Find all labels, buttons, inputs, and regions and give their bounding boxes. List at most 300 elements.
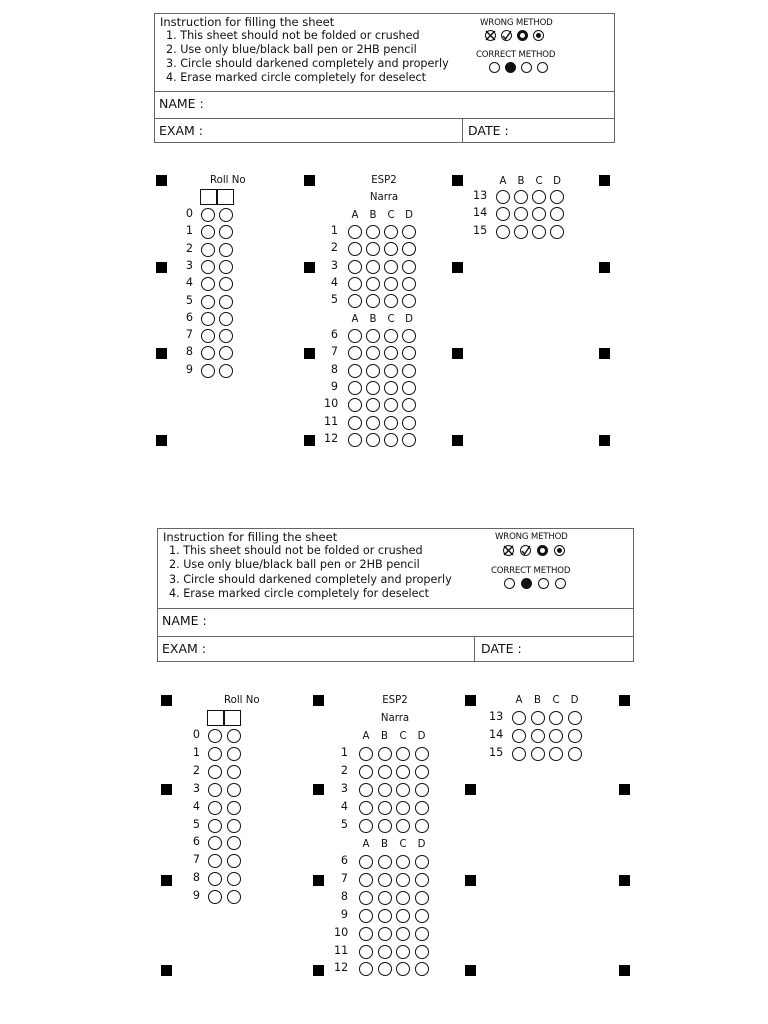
name-label: NAME : bbox=[162, 613, 207, 628]
answer-bubble[interactable] bbox=[531, 747, 545, 761]
roll-bubble[interactable] bbox=[208, 747, 222, 761]
instruction-item: 2. Use only blue/black ball pen or 2HB pencil bbox=[169, 558, 420, 571]
roll-bubble[interactable] bbox=[219, 312, 233, 326]
question-number: 12 bbox=[324, 431, 339, 445]
instruction-item: 1. This sheet should not be folded or crushed bbox=[169, 544, 423, 557]
answer-bubble[interactable] bbox=[496, 207, 510, 221]
option-header: B bbox=[369, 210, 377, 221]
option-header: C bbox=[535, 176, 543, 187]
timing-marker bbox=[452, 175, 463, 186]
roll-bubble[interactable] bbox=[219, 364, 233, 378]
answer-bubble[interactable] bbox=[402, 364, 416, 378]
answer-bubble[interactable] bbox=[359, 873, 373, 887]
answer-bubble[interactable] bbox=[384, 381, 398, 395]
instructions-title: Instruction for filling the sheet bbox=[160, 15, 335, 29]
answer-bubble[interactable] bbox=[415, 945, 429, 959]
answer-bubble[interactable] bbox=[550, 190, 564, 204]
answer-bubble[interactable] bbox=[512, 729, 526, 743]
answer-bubble[interactable] bbox=[384, 260, 398, 274]
exam-label: EXAM : bbox=[162, 641, 206, 656]
answer-bubble[interactable] bbox=[348, 329, 362, 343]
timing-marker bbox=[161, 784, 172, 795]
question-number: 12 bbox=[334, 961, 349, 975]
roll-bubble[interactable] bbox=[201, 208, 215, 222]
answer-bubble[interactable] bbox=[396, 945, 410, 959]
answer-bubble[interactable] bbox=[396, 855, 410, 869]
roll-bubble[interactable] bbox=[201, 243, 215, 257]
option-header: C bbox=[387, 210, 395, 221]
roll-bubble[interactable] bbox=[219, 208, 233, 222]
option-header: D bbox=[570, 695, 579, 706]
roll-bubble[interactable] bbox=[208, 872, 222, 886]
dot-mark-icon bbox=[554, 545, 565, 556]
answer-bubble[interactable] bbox=[402, 294, 416, 308]
answer-bubble[interactable] bbox=[415, 765, 429, 779]
roll-digit-box[interactable] bbox=[207, 710, 224, 726]
timing-marker bbox=[599, 435, 610, 446]
answer-bubble[interactable] bbox=[568, 747, 582, 761]
answer-bubble[interactable] bbox=[366, 416, 380, 430]
answer-bubble[interactable] bbox=[549, 747, 563, 761]
roll-digit-label: 6 bbox=[192, 835, 200, 849]
instruction-item: 1. This sheet should not be folded or crushed bbox=[166, 29, 420, 42]
roll-digit-label: 0 bbox=[185, 207, 193, 220]
roll-no-label: Roll No bbox=[210, 175, 246, 186]
question-number: 4 bbox=[340, 799, 348, 813]
question-number: 13 bbox=[489, 710, 504, 723]
date-label: DATE : bbox=[481, 641, 522, 656]
answer-bubble[interactable] bbox=[359, 801, 373, 815]
answer-bubble[interactable] bbox=[415, 927, 429, 941]
timing-marker bbox=[599, 175, 610, 186]
timing-marker bbox=[161, 695, 172, 706]
question-number: 3 bbox=[330, 258, 338, 272]
roll-digit-label: 7 bbox=[192, 853, 200, 867]
answer-bubble[interactable] bbox=[378, 945, 392, 959]
timing-marker bbox=[619, 784, 630, 795]
check-mark-icon bbox=[501, 30, 512, 41]
answer-bubble[interactable] bbox=[359, 945, 373, 959]
answer-bubble[interactable] bbox=[366, 346, 380, 360]
instructions-panel bbox=[155, 14, 614, 92]
option-header: A bbox=[351, 210, 359, 221]
date-label: DATE : bbox=[468, 123, 509, 138]
answer-bubble[interactable] bbox=[348, 416, 362, 430]
answer-bubble[interactable] bbox=[514, 207, 528, 221]
answer-bubble[interactable] bbox=[532, 207, 546, 221]
roll-bubble[interactable] bbox=[227, 872, 241, 886]
roll-bubble[interactable] bbox=[208, 819, 222, 833]
roll-digit-box[interactable] bbox=[217, 189, 234, 205]
question-number: 2 bbox=[340, 763, 348, 777]
name-field[interactable] bbox=[158, 608, 633, 637]
dot-mark-icon bbox=[533, 30, 544, 41]
answer-bubble[interactable] bbox=[359, 783, 373, 797]
question-number: 11 bbox=[334, 943, 349, 957]
answer-bubble[interactable] bbox=[396, 783, 410, 797]
timing-marker bbox=[304, 348, 315, 359]
roll-digit-label: 0 bbox=[192, 728, 200, 741]
roll-bubble[interactable] bbox=[201, 260, 215, 274]
roll-bubble[interactable] bbox=[208, 836, 222, 850]
answer-bubble[interactable] bbox=[415, 909, 429, 923]
empty-circle-icon bbox=[521, 62, 532, 73]
answer-bubble[interactable] bbox=[366, 225, 380, 239]
answer-bubble[interactable] bbox=[366, 381, 380, 395]
timing-marker bbox=[313, 875, 324, 886]
answer-bubble[interactable] bbox=[550, 225, 564, 239]
answer-bubble[interactable] bbox=[348, 225, 362, 239]
empty-circle-icon bbox=[537, 62, 548, 73]
timing-marker bbox=[156, 262, 167, 273]
answer-bubble[interactable] bbox=[384, 416, 398, 430]
option-header: A bbox=[499, 176, 507, 187]
set-code: ESP2 bbox=[382, 695, 408, 706]
timing-marker bbox=[304, 175, 315, 186]
answer-bubble[interactable] bbox=[359, 747, 373, 761]
roll-bubble[interactable] bbox=[201, 312, 215, 326]
timing-marker bbox=[619, 695, 630, 706]
instructions-title: Instruction for filling the sheet bbox=[163, 530, 338, 544]
answer-bubble[interactable] bbox=[415, 855, 429, 869]
option-header: A bbox=[362, 839, 370, 850]
roll-bubble[interactable] bbox=[208, 801, 222, 815]
answer-bubble[interactable] bbox=[384, 277, 398, 291]
question-number: 14 bbox=[489, 727, 504, 741]
roll-digit-label: 3 bbox=[192, 781, 200, 795]
answer-bubble[interactable] bbox=[402, 416, 416, 430]
empty-circle-icon bbox=[538, 578, 549, 589]
answer-bubble[interactable] bbox=[384, 225, 398, 239]
set-code: ESP2 bbox=[371, 175, 397, 186]
answer-bubble[interactable] bbox=[378, 962, 392, 976]
question-number: 10 bbox=[334, 925, 349, 939]
answer-bubble[interactable] bbox=[568, 711, 582, 725]
answer-bubble[interactable] bbox=[402, 277, 416, 291]
roll-bubble[interactable] bbox=[201, 346, 215, 360]
answer-bubble[interactable] bbox=[550, 207, 564, 221]
answer-bubble[interactable] bbox=[514, 225, 528, 239]
timing-marker bbox=[156, 348, 167, 359]
answer-bubble[interactable] bbox=[415, 801, 429, 815]
answer-bubble[interactable] bbox=[366, 260, 380, 274]
option-header: C bbox=[387, 314, 395, 325]
question-number: 14 bbox=[473, 206, 488, 220]
instruction-item: 3. Circle should darkened completely and properly bbox=[169, 573, 452, 586]
answer-bubble[interactable] bbox=[514, 190, 528, 204]
answer-bubble[interactable] bbox=[378, 747, 392, 761]
correct-method-label: CORRECT METHOD bbox=[491, 566, 571, 576]
answer-bubble[interactable] bbox=[384, 329, 398, 343]
answer-bubble[interactable] bbox=[512, 711, 526, 725]
answer-bubble[interactable] bbox=[384, 398, 398, 412]
answer-bubble[interactable] bbox=[402, 433, 416, 447]
answer-bubble[interactable] bbox=[396, 819, 410, 833]
question-number: 8 bbox=[340, 889, 348, 903]
question-number: 6 bbox=[330, 328, 338, 341]
answer-bubble[interactable] bbox=[384, 346, 398, 360]
date-field[interactable] bbox=[474, 636, 633, 661]
roll-digit-label: 4 bbox=[192, 799, 200, 813]
answer-bubble[interactable] bbox=[359, 962, 373, 976]
roll-bubble[interactable] bbox=[219, 277, 233, 291]
answer-bubble[interactable] bbox=[348, 398, 362, 412]
answer-bubble[interactable] bbox=[512, 747, 526, 761]
answer-bubble[interactable] bbox=[396, 962, 410, 976]
timing-marker bbox=[619, 965, 630, 976]
instruction-item: 4. Erase marked circle completely for deselect bbox=[166, 71, 427, 84]
timing-marker bbox=[465, 695, 476, 706]
answer-bubble[interactable] bbox=[366, 398, 380, 412]
answer-bubble[interactable] bbox=[359, 819, 373, 833]
answer-bubble[interactable] bbox=[378, 927, 392, 941]
name-field[interactable] bbox=[155, 91, 614, 119]
answer-bubble[interactable] bbox=[348, 242, 362, 256]
answer-bubble[interactable] bbox=[359, 891, 373, 905]
roll-digit-label: 3 bbox=[185, 258, 193, 272]
roll-bubble[interactable] bbox=[219, 243, 233, 257]
roll-bubble[interactable] bbox=[227, 765, 241, 779]
option-header: C bbox=[552, 695, 560, 706]
answer-bubble[interactable] bbox=[402, 242, 416, 256]
answer-bubble[interactable] bbox=[396, 765, 410, 779]
timing-marker bbox=[313, 784, 324, 795]
answer-bubble[interactable] bbox=[366, 242, 380, 256]
answer-bubble[interactable] bbox=[415, 783, 429, 797]
question-number: 1 bbox=[340, 746, 348, 759]
roll-digit-label: 2 bbox=[192, 763, 200, 777]
roll-bubble[interactable] bbox=[208, 854, 222, 868]
answer-bubble[interactable] bbox=[384, 294, 398, 308]
answer-bubble[interactable] bbox=[415, 873, 429, 887]
filled-circle-icon bbox=[521, 578, 532, 589]
roll-bubble[interactable] bbox=[208, 783, 222, 797]
answer-bubble[interactable] bbox=[378, 873, 392, 887]
roll-digit-label: 9 bbox=[185, 362, 193, 376]
answer-bubble[interactable] bbox=[366, 433, 380, 447]
question-number: 13 bbox=[473, 189, 488, 202]
wrong-method-label: WRONG METHOD bbox=[495, 532, 568, 542]
answer-bubble[interactable] bbox=[568, 729, 582, 743]
question-number: 8 bbox=[330, 362, 338, 376]
exam-label: EXAM : bbox=[159, 123, 203, 138]
answer-bubble[interactable] bbox=[396, 747, 410, 761]
answer-bubble[interactable] bbox=[396, 891, 410, 905]
answer-bubble[interactable] bbox=[378, 891, 392, 905]
roll-digit-label: 6 bbox=[185, 310, 193, 324]
question-number: 11 bbox=[324, 414, 339, 428]
roll-no-label: Roll No bbox=[224, 695, 260, 706]
answer-bubble[interactable] bbox=[378, 819, 392, 833]
header-box bbox=[154, 13, 615, 143]
empty-circle-icon bbox=[555, 578, 566, 589]
timing-marker bbox=[599, 262, 610, 273]
roll-bubble[interactable] bbox=[208, 890, 222, 904]
answer-bubble[interactable] bbox=[532, 190, 546, 204]
timing-marker bbox=[599, 348, 610, 359]
option-header: C bbox=[399, 731, 407, 742]
roll-digit-label: 1 bbox=[185, 224, 193, 238]
answer-bubble[interactable] bbox=[415, 819, 429, 833]
timing-marker bbox=[161, 965, 172, 976]
timing-marker bbox=[156, 435, 167, 446]
roll-bubble[interactable] bbox=[227, 854, 241, 868]
correct-method-label: CORRECT METHOD bbox=[476, 50, 556, 60]
timing-marker bbox=[619, 875, 630, 886]
roll-bubble[interactable] bbox=[227, 836, 241, 850]
answer-bubble[interactable] bbox=[359, 927, 373, 941]
option-header: B bbox=[517, 176, 525, 187]
timing-marker bbox=[304, 262, 315, 273]
ring-mark-icon bbox=[517, 30, 528, 41]
roll-bubble[interactable] bbox=[227, 890, 241, 904]
answer-bubble[interactable] bbox=[378, 783, 392, 797]
wrong-method-label: WRONG METHOD bbox=[480, 18, 553, 28]
timing-marker bbox=[465, 875, 476, 886]
option-header: B bbox=[381, 731, 388, 742]
answer-bubble[interactable] bbox=[549, 729, 563, 743]
question-number: 6 bbox=[340, 854, 348, 867]
answer-bubble[interactable] bbox=[402, 381, 416, 395]
instruction-item: 3. Circle should darkened completely and properly bbox=[166, 57, 449, 70]
question-number: 5 bbox=[340, 817, 348, 831]
answer-bubble[interactable] bbox=[348, 433, 362, 447]
question-number: 15 bbox=[473, 223, 488, 237]
option-header: B bbox=[369, 314, 377, 325]
answer-bubble[interactable] bbox=[348, 277, 362, 291]
roll-bubble[interactable] bbox=[201, 295, 215, 309]
instruction-item: 2. Use only blue/black ball pen or 2HB pencil bbox=[166, 43, 417, 56]
question-number: 7 bbox=[330, 345, 338, 359]
filled-circle-icon bbox=[505, 62, 516, 73]
roll-digit-box[interactable] bbox=[200, 189, 217, 205]
answer-bubble[interactable] bbox=[396, 909, 410, 923]
answer-bubble[interactable] bbox=[359, 909, 373, 923]
answer-bubble[interactable] bbox=[384, 242, 398, 256]
answer-bubble[interactable] bbox=[396, 927, 410, 941]
set-name: Narra bbox=[369, 192, 399, 203]
timing-marker bbox=[304, 435, 315, 446]
answer-bubble[interactable] bbox=[415, 747, 429, 761]
answer-bubble[interactable] bbox=[396, 801, 410, 815]
answer-bubble[interactable] bbox=[348, 260, 362, 274]
answer-bubble[interactable] bbox=[415, 891, 429, 905]
roll-bubble[interactable] bbox=[227, 783, 241, 797]
roll-digit-label: 9 bbox=[192, 889, 200, 903]
question-number: 4 bbox=[330, 275, 338, 289]
answer-bubble[interactable] bbox=[496, 190, 510, 204]
answer-bubble[interactable] bbox=[402, 398, 416, 412]
cross-mark-icon bbox=[485, 30, 496, 41]
option-header: D bbox=[417, 731, 426, 742]
option-header: D bbox=[405, 314, 413, 325]
question-number: 2 bbox=[330, 241, 338, 255]
question-number: 9 bbox=[330, 379, 338, 393]
option-header: A bbox=[515, 695, 523, 706]
set-name: Narra bbox=[380, 713, 410, 724]
empty-circle-icon bbox=[489, 62, 500, 73]
roll-bubble[interactable] bbox=[227, 801, 241, 815]
question-number: 3 bbox=[340, 781, 348, 795]
roll-bubble[interactable] bbox=[227, 747, 241, 761]
empty-circle-icon bbox=[504, 578, 515, 589]
answer-bubble[interactable] bbox=[415, 962, 429, 976]
answer-bubble[interactable] bbox=[378, 909, 392, 923]
answer-bubble[interactable] bbox=[384, 433, 398, 447]
answer-bubble[interactable] bbox=[402, 346, 416, 360]
timing-marker bbox=[465, 965, 476, 976]
roll-bubble[interactable] bbox=[227, 729, 241, 743]
answer-bubble[interactable] bbox=[496, 225, 510, 239]
answer-bubble[interactable] bbox=[359, 855, 373, 869]
answer-bubble[interactable] bbox=[366, 329, 380, 343]
answer-bubble[interactable] bbox=[359, 765, 373, 779]
answer-bubble[interactable] bbox=[378, 765, 392, 779]
roll-bubble[interactable] bbox=[219, 346, 233, 360]
answer-bubble[interactable] bbox=[384, 364, 398, 378]
answer-bubble[interactable] bbox=[532, 225, 546, 239]
answer-bubble[interactable] bbox=[402, 260, 416, 274]
answer-bubble[interactable] bbox=[366, 364, 380, 378]
answer-bubble[interactable] bbox=[531, 729, 545, 743]
answer-bubble[interactable] bbox=[396, 873, 410, 887]
roll-bubble[interactable] bbox=[219, 329, 233, 343]
option-header: A bbox=[362, 731, 370, 742]
timing-marker bbox=[156, 175, 167, 186]
roll-bubble[interactable] bbox=[201, 364, 215, 378]
roll-bubble[interactable] bbox=[219, 225, 233, 239]
answer-bubble[interactable] bbox=[348, 294, 362, 308]
timing-marker bbox=[313, 965, 324, 976]
cross-mark-icon bbox=[503, 545, 514, 556]
option-header: B bbox=[534, 695, 541, 706]
answer-bubble[interactable] bbox=[378, 801, 392, 815]
roll-bubble[interactable] bbox=[208, 729, 222, 743]
exam-field[interactable] bbox=[158, 636, 474, 661]
instruction-item: 4. Erase marked circle completely for deselect bbox=[169, 587, 430, 600]
answer-bubble[interactable] bbox=[402, 329, 416, 343]
roll-bubble[interactable] bbox=[219, 295, 233, 309]
roll-bubble[interactable] bbox=[219, 260, 233, 274]
roll-digit-label: 5 bbox=[185, 293, 193, 307]
question-number: 15 bbox=[489, 745, 504, 759]
answer-bubble[interactable] bbox=[531, 711, 545, 725]
roll-bubble[interactable] bbox=[208, 765, 222, 779]
option-header: D bbox=[405, 210, 413, 221]
roll-digit-label: 7 bbox=[185, 328, 193, 342]
answer-bubble[interactable] bbox=[366, 277, 380, 291]
roll-bubble[interactable] bbox=[201, 225, 215, 239]
timing-marker bbox=[161, 875, 172, 886]
answer-bubble[interactable] bbox=[549, 711, 563, 725]
answer-bubble[interactable] bbox=[378, 855, 392, 869]
answer-bubble[interactable] bbox=[348, 364, 362, 378]
answer-bubble[interactable] bbox=[348, 346, 362, 360]
header-box bbox=[157, 528, 634, 662]
answer-bubble[interactable] bbox=[402, 225, 416, 239]
roll-digit-label: 8 bbox=[192, 871, 200, 885]
roll-bubble[interactable] bbox=[201, 329, 215, 343]
roll-digit-label: 2 bbox=[185, 241, 193, 255]
roll-bubble[interactable] bbox=[227, 819, 241, 833]
date-field[interactable] bbox=[462, 118, 614, 142]
option-header: D bbox=[553, 176, 561, 187]
answer-bubble[interactable] bbox=[366, 294, 380, 308]
roll-bubble[interactable] bbox=[201, 277, 215, 291]
roll-digit-box[interactable] bbox=[224, 710, 241, 726]
exam-field[interactable] bbox=[155, 118, 462, 142]
answer-bubble[interactable] bbox=[348, 381, 362, 395]
